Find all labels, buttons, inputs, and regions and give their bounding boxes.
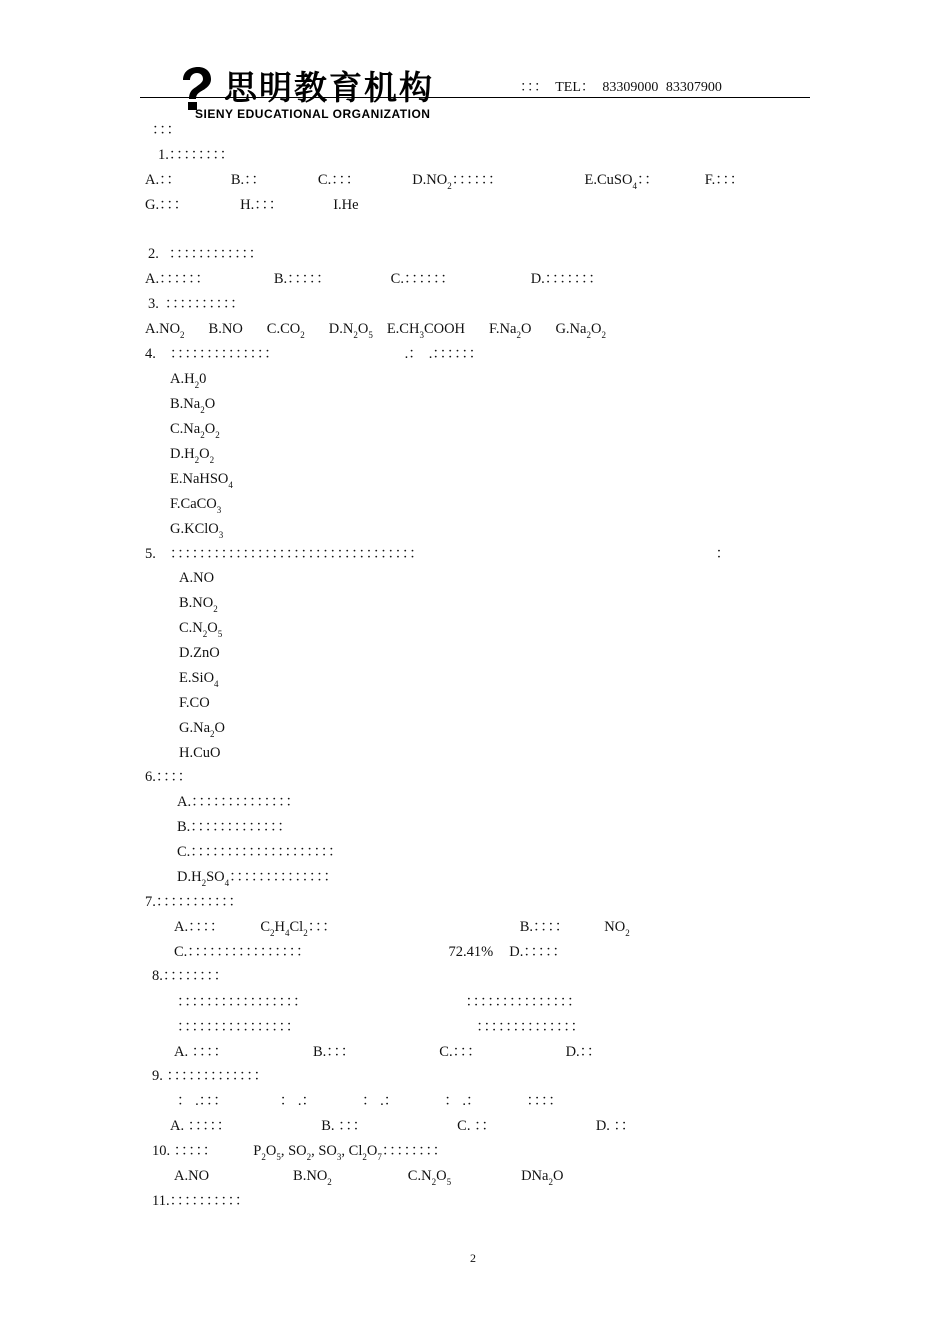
subscript: 5 <box>446 1177 452 1187</box>
line-text: ：：：：：：：：：：：：：： <box>476 1019 585 1035</box>
line-text: ：：： <box>307 919 337 935</box>
line-text: G.Na <box>179 720 211 736</box>
line-text: D.H <box>170 446 195 462</box>
line-text: 5. <box>145 546 156 562</box>
subscript: 5 <box>276 1152 281 1162</box>
worksheet-line <box>170 520 223 538</box>
line-text: D.ZnO <box>179 645 220 661</box>
line-text: ：：：： <box>526 1093 563 1109</box>
logo-english-name: SIENY EDUCATIONAL ORGANIZATION <box>195 107 431 121</box>
line-text: O <box>520 321 532 337</box>
line-text: C.：：： <box>317 172 361 188</box>
logo-chinese-name: 思明教育机构 <box>224 68 434 107</box>
line-text: D.：：：：：：： <box>530 271 603 287</box>
worksheet-line <box>174 943 567 961</box>
subscript: 2 <box>202 629 208 639</box>
line-text: B. ：：： <box>321 1118 368 1134</box>
line-text: 72.41% <box>448 944 494 960</box>
line-text: B.NO <box>179 595 214 611</box>
subscript: 2 <box>548 1177 553 1187</box>
line-text: ：：： <box>152 122 181 138</box>
line-text: O <box>207 620 218 636</box>
line-text: A. ：：：： <box>174 1044 228 1060</box>
line-text: P <box>253 1143 262 1159</box>
line-text: SO <box>206 869 225 885</box>
subscript: 3 <box>216 505 222 515</box>
line-text: E.NaHSO <box>170 471 229 487</box>
worksheet-line <box>152 967 228 985</box>
line-text: 3. <box>148 296 159 312</box>
worksheet-line <box>148 245 263 263</box>
line-text: 2. <box>148 246 159 262</box>
line-text: 0 <box>199 371 207 387</box>
subscript: 3 <box>336 1152 342 1162</box>
line-text: ：：：：：：：：：：：：：： <box>169 346 279 362</box>
subscript: 4 <box>285 928 290 938</box>
line-text: C.Na <box>170 421 201 437</box>
subscript: 2 <box>215 430 220 440</box>
line-text: O <box>214 720 225 736</box>
line-text: 9. ：：：：：：：：：：：：： <box>152 1068 268 1084</box>
line-text: G.Na <box>555 321 587 337</box>
subscript: 2 <box>180 330 185 340</box>
line-text: I.He <box>333 197 359 213</box>
worksheet-line <box>145 545 730 563</box>
line-text: ：：：：：：：：：：：：：：：：： <box>177 994 308 1010</box>
page-number: 2 <box>470 1251 476 1265</box>
line-text: O <box>357 321 369 337</box>
line-text: 4. <box>145 346 156 362</box>
worksheet-line <box>170 445 214 463</box>
subscript: 2 <box>261 1152 266 1162</box>
line-text: 10. ：：：：： <box>152 1143 218 1159</box>
line-text: ：：：：：：：：：：：：：：：： <box>177 1019 301 1035</box>
line-text: A.NO <box>174 1168 210 1184</box>
line-text: O <box>366 1143 378 1159</box>
worksheet-line <box>174 918 630 936</box>
subscript: 4 <box>228 480 233 490</box>
line-text: ：： <box>636 172 659 188</box>
line-text: C.：：：：：： <box>390 271 455 287</box>
subscript: 5 <box>368 330 373 340</box>
header-divider <box>140 97 810 98</box>
line-text: NO <box>604 919 626 935</box>
line-text: B.：：：：： <box>273 271 331 287</box>
line-text: G.KClO <box>170 521 219 537</box>
line-text: ：：：：：：：：：：：：：： <box>229 869 338 885</box>
line-text: ：：：：：：：：：： <box>164 296 245 312</box>
worksheet-line <box>145 171 744 189</box>
worksheet-line <box>177 1018 585 1036</box>
line-text: D. ：： <box>595 1118 636 1134</box>
subscript: 2 <box>586 330 591 340</box>
worksheet-line <box>177 793 300 811</box>
question-mark-logo-icon <box>178 66 212 110</box>
worksheet-line <box>177 818 292 836</box>
line-text: 6.：：：： <box>145 769 193 785</box>
line-text: 1.：：：：：：：： <box>158 147 235 163</box>
line-text: O <box>552 1168 564 1184</box>
line-text: 11.：：：：：：：：：： <box>152 1193 250 1209</box>
line-text: A.：：：：：：：：：：：：：： <box>177 794 300 810</box>
line-text: B.NO <box>293 1168 328 1184</box>
line-text: C. ：： <box>457 1118 496 1134</box>
worksheet-line <box>170 470 233 488</box>
subscript: 2 <box>213 604 218 614</box>
subscript: 2 <box>201 878 207 888</box>
subscript: 2 <box>194 455 200 465</box>
line-text: D.：： <box>565 1044 602 1060</box>
worksheet-line <box>152 1067 268 1085</box>
line-text: A.：： <box>145 172 181 188</box>
line-text: 8.：：：：：：：： <box>152 968 229 984</box>
line-text: B.：：：：：：：：：：：：： <box>177 819 292 835</box>
subscript: 4 <box>224 878 230 888</box>
subscript: 2 <box>210 729 215 739</box>
subscript: 2 <box>270 928 275 938</box>
line-text: O <box>436 1168 447 1184</box>
line-text: O <box>265 1143 277 1159</box>
line-text: B.NO <box>208 321 243 337</box>
line-text: C.：：：：：：：：：：：：：：：： <box>174 944 311 960</box>
worksheet-line <box>170 395 215 413</box>
worksheet-line <box>174 1167 563 1185</box>
line-text: .：：：：：： <box>428 346 484 362</box>
subscript: 3 <box>218 530 224 540</box>
line-text: ：：：：：：：：：：：：：：： <box>465 994 582 1010</box>
worksheet-line <box>177 993 582 1011</box>
subscript: 2 <box>300 330 305 340</box>
line-text: Cl <box>289 919 304 935</box>
worksheet-line <box>179 619 222 637</box>
line-text: ： <box>715 546 731 562</box>
worksheet-line <box>179 594 218 612</box>
subscript: 2 <box>306 1152 312 1162</box>
line-text: A.：：：：：： <box>145 271 210 287</box>
line-text: ： .： <box>444 1093 481 1109</box>
line-text: O <box>204 396 216 412</box>
subscript: 2 <box>601 330 606 340</box>
worksheet-line <box>145 320 606 338</box>
worksheet-line <box>170 1117 635 1135</box>
line-text: ： .： <box>279 1093 316 1109</box>
worksheet-line <box>179 669 219 687</box>
subscript: 2 <box>447 181 452 191</box>
line-text: C <box>260 919 271 935</box>
contact-phone: ：：： TEL： 83309000 83307900 <box>520 80 722 95</box>
line-text: E.CuSO <box>584 172 633 188</box>
line-text: C.CO <box>266 321 301 337</box>
worksheet-line <box>152 1142 447 1160</box>
worksheet-line <box>152 1192 249 1210</box>
line-text: G.：：： <box>145 197 189 213</box>
subscript: 3 <box>419 330 424 340</box>
worksheet-line <box>179 744 221 762</box>
subscript: 2 <box>209 455 215 465</box>
line-text: H <box>274 919 286 935</box>
line-text: O <box>199 446 210 462</box>
line-text: ： .： <box>362 1093 399 1109</box>
line-text: O <box>590 321 602 337</box>
line-text: A.NO <box>179 570 215 586</box>
worksheet-line <box>170 495 221 513</box>
worksheet-line <box>179 644 220 662</box>
line-text: B.：： <box>230 172 266 188</box>
worksheet-line <box>179 694 210 712</box>
line-text: , SO <box>311 1143 337 1159</box>
subscript: 2 <box>362 1152 367 1162</box>
subscript: 4 <box>214 679 219 689</box>
line-text: A.H <box>170 371 195 387</box>
worksheet-line <box>145 270 603 288</box>
line-text: F.CO <box>179 695 210 711</box>
subscript: 2 <box>625 928 630 938</box>
line-text: O <box>204 421 216 437</box>
line-text: D.H <box>177 869 202 885</box>
line-text: B.Na <box>170 396 201 412</box>
worksheet-line <box>145 893 243 911</box>
subscript: 2 <box>327 1177 332 1187</box>
line-text: 7.：：：：：：：：：：： <box>145 894 243 910</box>
line-text: E.CH <box>386 321 420 337</box>
line-text: B.：：： <box>312 1044 356 1060</box>
line-text: H.：：： <box>240 197 284 213</box>
worksheet-line <box>179 569 214 587</box>
line-text: DNa <box>521 1168 549 1184</box>
worksheet-line <box>158 146 234 164</box>
line-text: ：：：：：： <box>451 172 503 188</box>
worksheet-line <box>148 295 245 313</box>
subscript: 5 <box>217 629 223 639</box>
worksheet-line <box>145 196 359 214</box>
worksheet-line <box>177 843 343 861</box>
line-text: ：：：：：：：：：：：：：：：：：：：：：：：：：：：：：：：：：： <box>169 546 424 562</box>
line-text: C.N <box>179 620 203 636</box>
subscript: 2 <box>200 405 205 415</box>
worksheet-line <box>170 370 206 388</box>
subscript: 2 <box>353 330 358 340</box>
line-text: ：：：：：：：：：：：： <box>168 246 264 262</box>
line-text: ： .：：： <box>177 1093 228 1109</box>
line-text: F.CaCO <box>170 496 217 512</box>
worksheet-line <box>179 719 225 737</box>
line-text: .： <box>404 346 423 362</box>
line-text: , Cl <box>341 1143 363 1159</box>
line-text: F.：：： <box>704 172 745 188</box>
line-text: F.Na <box>489 321 517 337</box>
worksheet-line <box>174 1043 601 1061</box>
line-text: D.N <box>328 321 354 337</box>
worksheet-line <box>177 1092 563 1110</box>
subscript: 2 <box>431 1177 437 1187</box>
worksheet-line <box>177 868 338 886</box>
line-text: B.：：：： <box>519 919 570 935</box>
line-text: A. ：：：：： <box>170 1118 232 1134</box>
worksheet-line <box>170 420 220 438</box>
worksheet-line <box>145 345 483 363</box>
worksheet-line <box>145 768 192 786</box>
subscript: 2 <box>200 430 205 440</box>
line-text: D.：：：：： <box>509 944 567 960</box>
page-header <box>140 60 812 126</box>
subscript: 2 <box>516 330 521 340</box>
worksheet-line <box>152 121 181 139</box>
line-text: C.：：： <box>439 1044 482 1060</box>
line-text: C.：：：：：：：：：：：：：：：：：：：： <box>177 844 343 860</box>
line-text: , SO <box>280 1143 307 1159</box>
subscript: 2 <box>303 928 308 938</box>
line-text: H.CuO <box>179 745 221 761</box>
line-text: ：：：：：：：： <box>381 1143 448 1159</box>
line-text: C.N <box>407 1168 432 1184</box>
line-text: A.：：：： <box>174 919 225 935</box>
line-text: D.NO <box>412 172 448 188</box>
subscript: 2 <box>194 380 200 390</box>
line-text: A.NO <box>145 321 181 337</box>
line-text: E.SiO <box>179 670 215 686</box>
line-text: COOH <box>423 321 466 337</box>
subscript: 7 <box>377 1152 382 1162</box>
subscript: 4 <box>632 181 637 191</box>
